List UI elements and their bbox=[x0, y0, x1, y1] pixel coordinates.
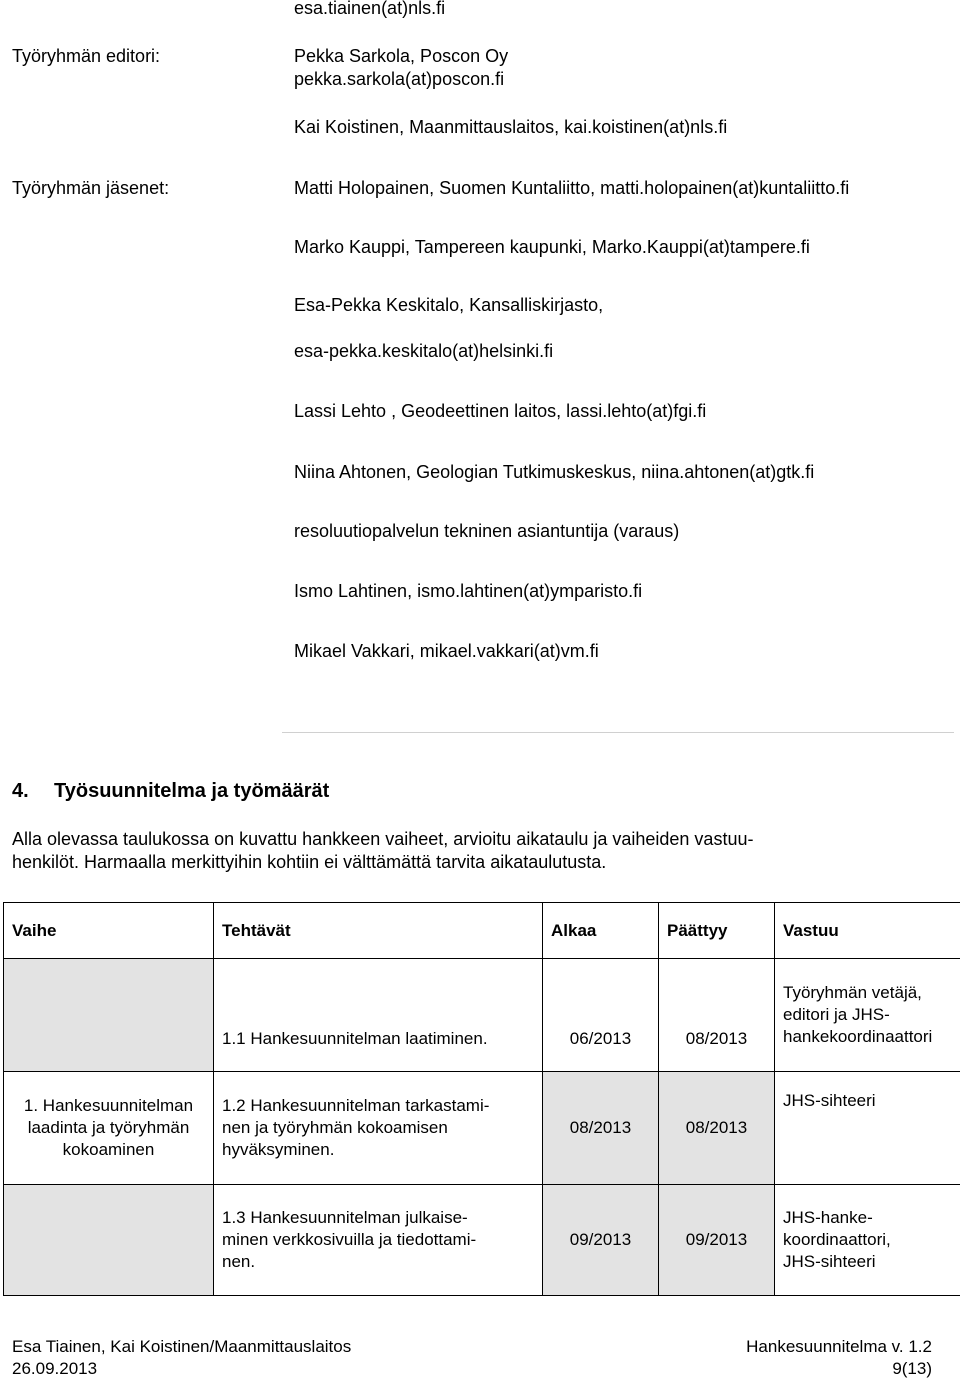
header-phase: Vaihe bbox=[4, 903, 214, 959]
footer-date: 26.09.2013 bbox=[12, 1359, 98, 1378]
member-item: Marko Kauppi, Tampereen kaupunki, Marko.Kauppi(at)tampere.fi bbox=[294, 237, 810, 257]
task-cell bbox=[214, 1185, 543, 1296]
section-number: 4. bbox=[12, 780, 29, 802]
footer-page-number: 9(13) bbox=[892, 1359, 932, 1378]
section-intro bbox=[12, 828, 753, 874]
editor-1-name: Pekka Sarkola, Poscon Oy bbox=[294, 46, 509, 66]
task-cell bbox=[214, 1072, 543, 1185]
table-row bbox=[4, 1185, 960, 1296]
table-row bbox=[4, 959, 960, 1072]
header-start: Alkaa bbox=[543, 903, 659, 959]
task-line: 1.1 Hankesuunnitelman laatiminen. bbox=[222, 1028, 488, 1048]
phase-line: 1. Hankesuunnitelman bbox=[23, 1096, 194, 1115]
member-item: esa-pekka.keskitalo(at)helsinki.fi bbox=[294, 341, 554, 361]
member-item: resoluutiopalvelun tekninen asiantuntija (varaus) bbox=[294, 521, 680, 541]
start-cell: 08/2013 bbox=[543, 1072, 659, 1185]
member-item: Niina Ahtonen, Geologian Tutkimuskeskus, niina.ahtonen(at)gtk.fi bbox=[294, 462, 815, 482]
task-line: minen verkkosivuilla ja tiedottami- bbox=[222, 1230, 477, 1249]
owner-line: editori ja JHS- bbox=[783, 1005, 890, 1024]
owner-cell bbox=[775, 1185, 960, 1296]
task-cell bbox=[214, 959, 543, 1072]
editor-2: Kai Koistinen, Maanmittauslaitos, kai.koistinen(at)nls.fi bbox=[294, 117, 728, 137]
work-plan-table bbox=[3, 902, 960, 1296]
member-item: Esa-Pekka Keskitalo, Kansalliskirjasto, bbox=[294, 295, 604, 315]
member-item: Mikael Vakkari, mikael.vakkari(at)vm.fi bbox=[294, 641, 599, 661]
end-cell: 08/2013 bbox=[659, 1072, 775, 1185]
footer-doc-version: Hankesuunnitelma v. 1.2 bbox=[746, 1337, 932, 1356]
contact-email-top: esa.tiainen(at)nls.fi bbox=[294, 0, 446, 18]
header-end: Päättyy bbox=[659, 903, 775, 959]
owner-line: JHS-sihteeri bbox=[783, 1252, 876, 1271]
end-cell: 08/2013 bbox=[659, 959, 775, 1072]
phase-line: kokoaminen bbox=[62, 1140, 155, 1159]
task-line: 1.3 Hankesuunnitelman julkaise- bbox=[222, 1208, 468, 1227]
member-item: Matti Holopainen, Suomen Kuntaliitto, matti.holopainen(at)kuntaliitto.fi bbox=[294, 178, 850, 198]
footer-authors: Esa Tiainen, Kai Koistinen/Maanmittauslaitos bbox=[12, 1337, 352, 1356]
section-heading bbox=[12, 780, 329, 803]
contacts-divider bbox=[282, 732, 954, 733]
member-item: Ismo Lahtinen, ismo.lahtinen(at)ymparisto.fi bbox=[294, 581, 643, 601]
phase-cell bbox=[4, 1072, 214, 1185]
task-line: nen. bbox=[222, 1252, 256, 1271]
header-owner: Vastuu bbox=[775, 903, 960, 959]
phase-cell-empty bbox=[4, 1185, 214, 1296]
member-item: Lassi Lehto , Geodeettinen laitos, lassi.lehto(at)fgi.fi bbox=[294, 401, 707, 421]
start-cell: 06/2013 bbox=[543, 959, 659, 1072]
editors-label: Työryhmän editori: bbox=[12, 46, 161, 66]
intro-line: henkilöt. Harmaalla merkittyihin kohtiin ei välttämättä tarvita aikataulutusta. bbox=[12, 852, 607, 872]
owner-line: koordinaattori, bbox=[783, 1230, 891, 1249]
task-line: hyväksyminen. bbox=[222, 1140, 335, 1159]
owner-cell bbox=[775, 959, 960, 1072]
members-label: Työryhmän jäsenet: bbox=[12, 178, 170, 198]
header-tasks: Tehtävät bbox=[214, 903, 543, 959]
table-row bbox=[4, 1072, 960, 1185]
owner-cell bbox=[775, 1072, 960, 1185]
task-line: nen ja työryhmän kokoamisen bbox=[222, 1118, 448, 1137]
owner-line: JHS-sihteeri bbox=[783, 1091, 876, 1110]
end-cell: 09/2013 bbox=[659, 1185, 775, 1296]
table-header-row bbox=[4, 903, 960, 959]
owner-line: hankekoordinaattori bbox=[783, 1027, 933, 1046]
section-title: Työsuunnitelma ja työmäärät bbox=[54, 780, 330, 802]
start-cell: 09/2013 bbox=[543, 1185, 659, 1296]
owner-line: Työryhmän vetäjä, bbox=[783, 983, 922, 1002]
task-line: 1.2 Hankesuunnitelman tarkastami- bbox=[222, 1096, 490, 1115]
phase-cell-empty bbox=[4, 959, 214, 1072]
phase-line: laadinta ja työryhmän bbox=[27, 1118, 190, 1137]
intro-line: Alla olevassa taulukossa on kuvattu hankkeen vaiheet, arvioitu aikataulu ja vaiheiden vastuu- bbox=[12, 829, 754, 849]
editor-1-email: pekka.sarkola(at)poscon.fi bbox=[294, 69, 505, 89]
owner-line: JHS-hanke- bbox=[783, 1208, 873, 1227]
